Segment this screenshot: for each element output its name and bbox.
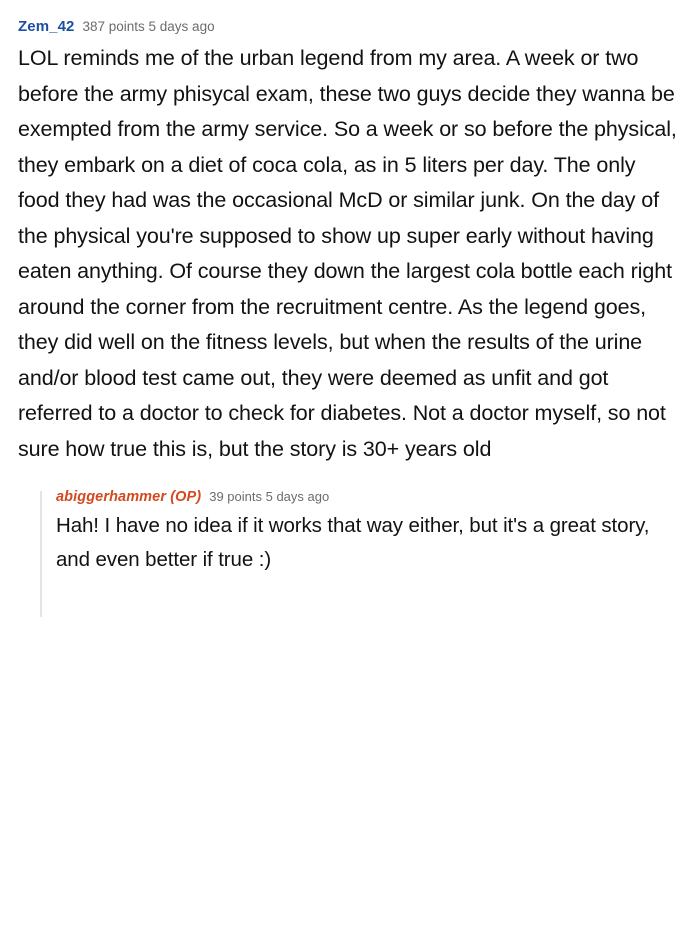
reply-header	[56, 489, 686, 505]
reply-body: Hah! I have no idea if it works that way either, but it's a great story, and even better if true :)	[56, 514, 650, 571]
reply-author-link[interactable]: abiggerhammer (OP)	[56, 489, 202, 505]
comment-author-link[interactable]: Zem_42	[18, 18, 75, 35]
comment-meta: 387 points 5 days ago	[82, 19, 215, 34]
top-level-comment	[18, 18, 686, 467]
reply-meta: 39 points 5 days ago	[209, 489, 330, 504]
comment-header	[18, 18, 686, 35]
reply-comment	[40, 489, 686, 577]
comment-body: LOL reminds me of the urban legend from my area. A week or two before the army phisycal exam, these two guys decide they wanna be exempted from the army service. So a week or so before the physical, they embark on a diet of coca cola, as in 5 liters per day. The only food they had was the occasional McD or similar junk. On the day of the physical you're supposed to show up super early without having eaten anything. Of course they down the largest cola bottle each right around the corner from the recruitment centre. As the legend goes, they did well on the fitness levels, but when the results of the urine and/or blood test came out, they were deemed as unfit and got referred to a doctor to check for diabetes. Not a doctor myself, so not sure how true this is, but the story is 30+ years old	[18, 46, 677, 461]
